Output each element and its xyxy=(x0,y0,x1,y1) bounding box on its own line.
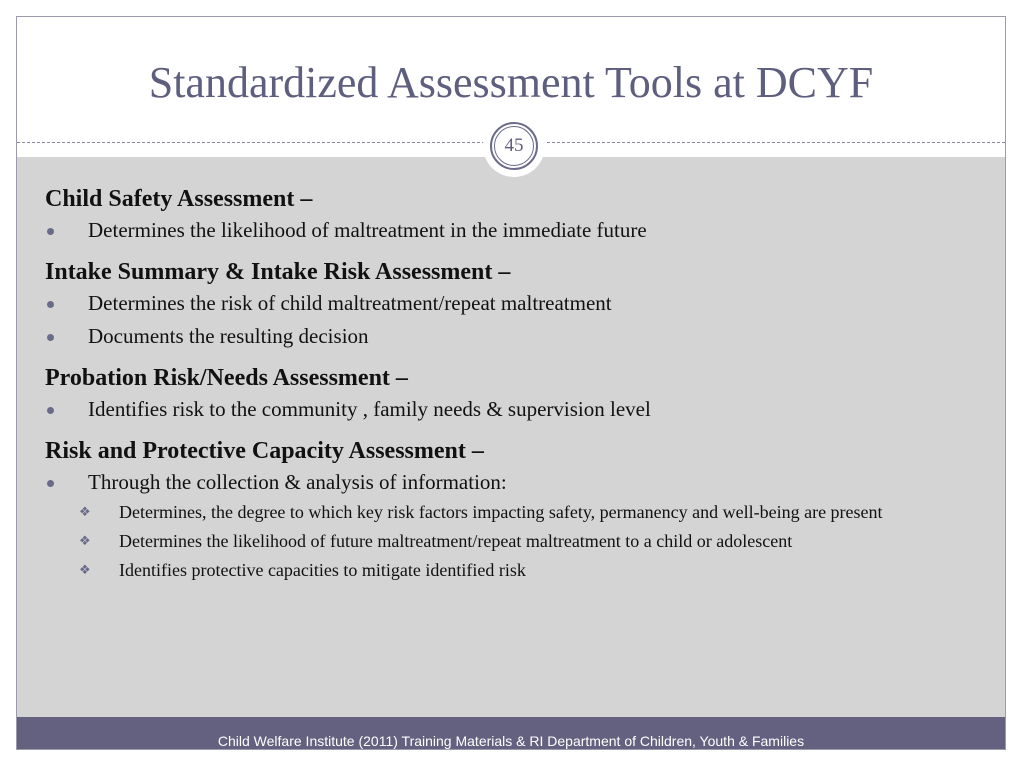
slide-number-badge xyxy=(483,115,545,177)
bullet-item xyxy=(45,396,995,423)
sub-bullet-text: Identifies protective capacities to mitigate identified risk xyxy=(119,560,526,580)
footer-citation: Child Welfare Institute (2011) Training Materials & RI Department of Children, Youth & Families xyxy=(217,733,805,749)
bullet-list xyxy=(45,290,995,350)
bullet-text: Determines the risk of child maltreatment/repeat maltreatment xyxy=(88,291,612,315)
slide-title: Standardized Assessment Tools at DCYF xyxy=(148,58,874,107)
slide xyxy=(16,16,1006,750)
slide-body xyxy=(45,183,995,594)
sub-bullet-text: Determines, the degree to which key risk factors impacting safety, permanency and well-being are present xyxy=(119,502,883,522)
sub-bullet-item xyxy=(45,500,995,524)
bullet-text: Identifies risk to the community , family needs & supervision level xyxy=(88,397,651,421)
bullet-text: Determines the likelihood of maltreatment in the immediate future xyxy=(88,218,647,242)
bullet-text: Documents the resulting decision xyxy=(88,324,369,348)
sub-bullet-item xyxy=(45,558,995,582)
section-heading: Child Safety Assessment – xyxy=(45,186,313,212)
sub-bullet-text: Determines the likelihood of future maltreatment/repeat maltreatment to a child or adolescent xyxy=(119,531,793,551)
diamond-bullet-icon: ❖ xyxy=(79,563,91,578)
bullet-item xyxy=(45,290,995,317)
round-bullet-icon xyxy=(47,228,54,235)
sub-bullet-item xyxy=(45,529,995,553)
section-heading: Intake Summary & Intake Risk Assessment – xyxy=(45,259,511,285)
bullet-text: Through the collection & analysis of information: xyxy=(88,470,507,494)
slide-number: 45 xyxy=(494,126,534,166)
bullet-item xyxy=(45,323,995,350)
round-bullet-icon xyxy=(47,480,54,487)
bullet-item xyxy=(45,469,995,582)
section-heading: Risk and Protective Capacity Assessment – xyxy=(45,438,484,464)
bullet-list xyxy=(45,469,995,582)
section-probation-risk xyxy=(45,362,995,423)
bullet-list xyxy=(45,396,995,423)
section-protective-capacity xyxy=(45,435,995,582)
bullet-item xyxy=(45,217,995,244)
diamond-bullet-icon: ❖ xyxy=(79,505,91,520)
diamond-bullet-icon: ❖ xyxy=(79,534,91,549)
section-child-safety xyxy=(45,183,995,244)
section-intake-summary xyxy=(45,256,995,350)
slide-number-outer-ring xyxy=(490,122,538,170)
sub-bullet-list xyxy=(45,500,995,582)
section-heading: Probation Risk/Needs Assessment – xyxy=(45,365,408,391)
round-bullet-icon xyxy=(47,334,54,341)
round-bullet-icon xyxy=(47,407,54,414)
footer-bar xyxy=(17,717,1005,750)
bullet-list xyxy=(45,217,995,244)
round-bullet-icon xyxy=(47,301,54,308)
